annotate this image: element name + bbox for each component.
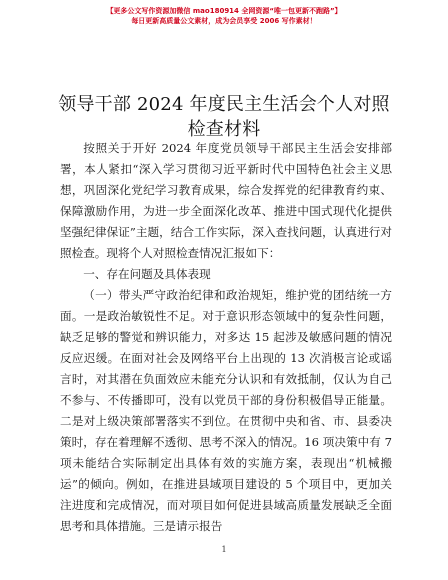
promo-banner-line-1: 【更多公文写作资源加微信 mao180914 全网资源“唯一包更新不跑路”】 [106,7,342,15]
intro-paragraph: 按照关于开好 2024 年度党员领导干部民主生活会安排部署，本人紧扣“深入学习贯彻习近平新时代中国特色社会主义思想，巩固深化党纪学习教育成果，综合发挥党的纪律教育约束、保障激励作用，为进一步全面深化改革、推进中国式现代化提供坚强纪律保证”主题，结合工作实际，深入查找问题，认真进行对照检查。现将个人对照检查情况汇报如下： [60,141,392,260]
document-body [60,138,392,537]
section-heading: 一、存在问题及具体表现 [83,267,211,281]
promo-banner [0,6,448,26]
promo-banner-line-2: 每日更新高质量公文素材，成为会员享受 2006 写作素材！ [131,17,317,25]
body-paragraph: （一）带头严守政治纪律和政治规矩，维护党的团结统一方面。一是政治敏锐性不足。对于意识形态领域中的复杂性问题，缺乏足够的警觉和辨识能力，对多达 15 起涉及敏感问题的情况反应迟缓。在面对社会及网络平台上出现的 13 次消极言论或谣言时，对其潜在负面效应未能充分认识和有效抵制，仅认为自己不参与、不传播即可，没有以党员干部的身份积极倡导正能量。二是对上级决策部署落实不到位。在贯彻中央和省、市、县委决策时，存在着理解不透彻、思考不深入的情况。16 项决策中有 7 项未能结合实际制定出具体有效的实施方案，表现出“机械搬运”的倾向。例如，在推进县域项目建设的 5 个项目中，更加关注进度和完成情况，而对项目如何促进县域高质量发展缺乏全面思考和具体措施。三是请示报告 [60,288,392,533]
page-number: 1 [221,545,227,554]
document-title: 领导干部 2024 年度民主生活会个人对照检查材料 [58,94,390,140]
